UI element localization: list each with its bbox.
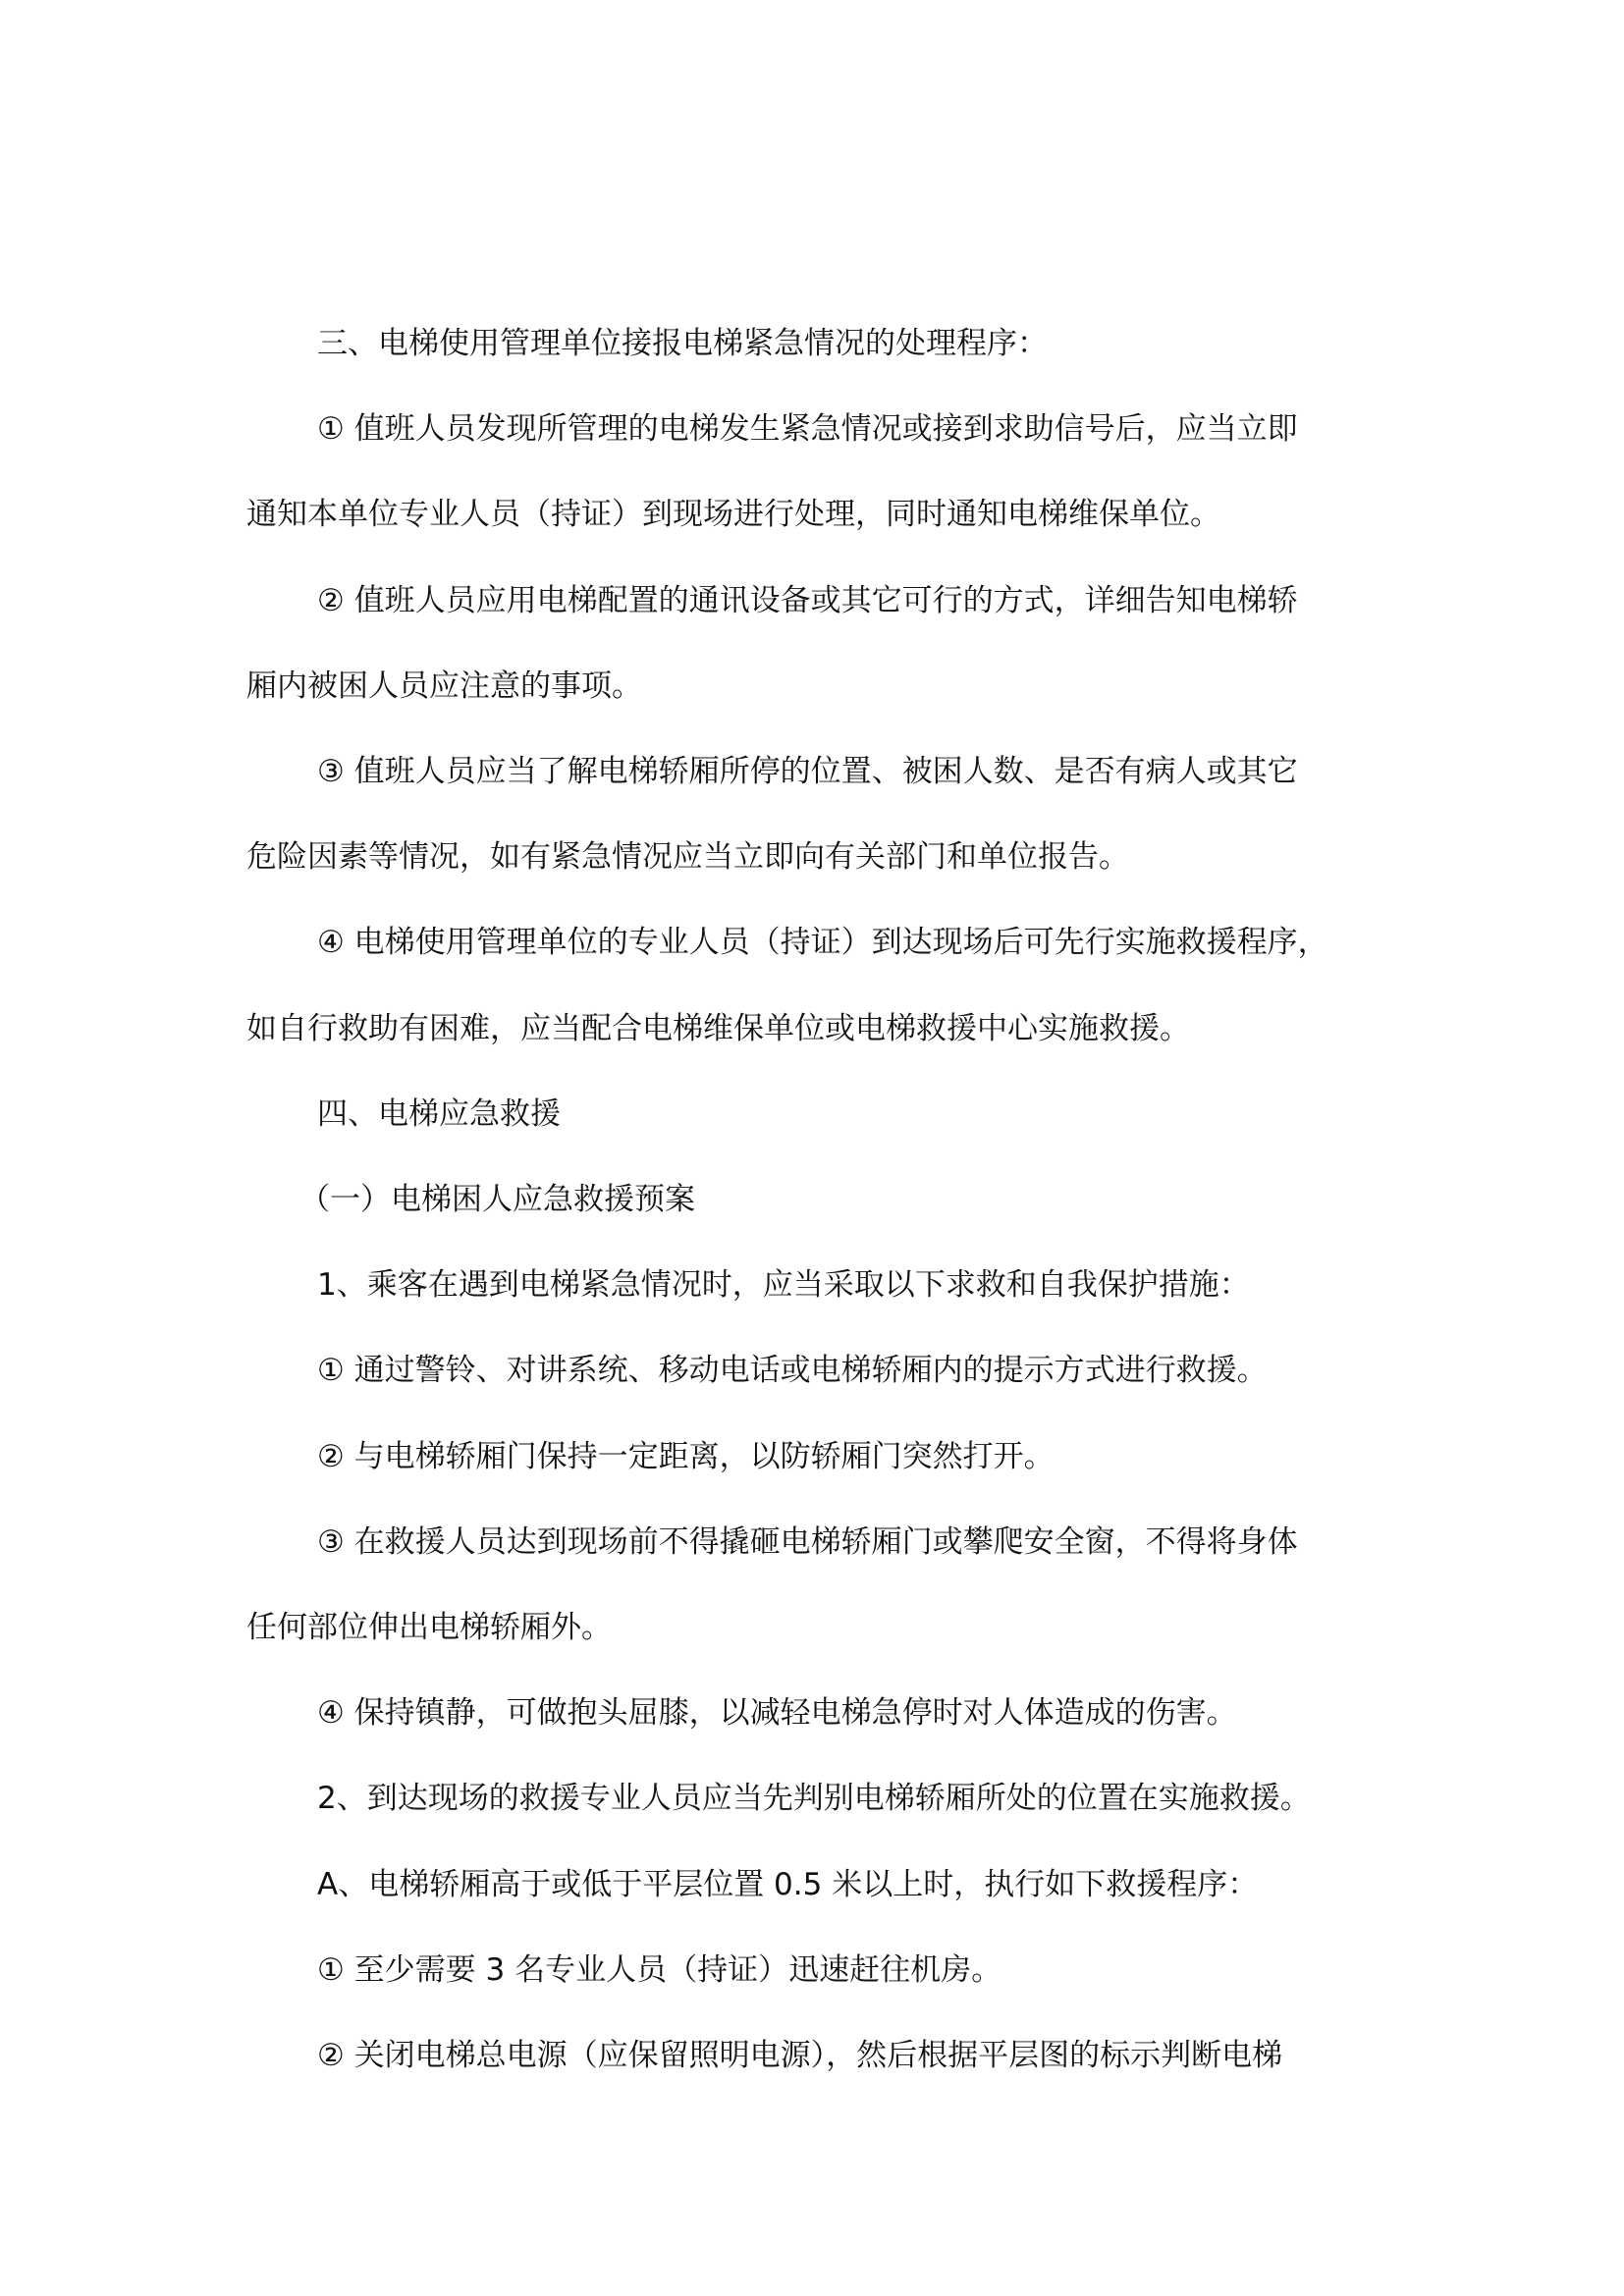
text-line: 危险因素等情况，如有紧急情况应当立即向有关部门和单位报告。 (246, 839, 1129, 876)
text-line: （一）电梯困人应急救援预案 (299, 1182, 695, 1217)
text-line: ① 值班人员发现所管理的电梯发生紧急情况或接到求助信号后，应当立即 (317, 411, 1298, 448)
text-line: ② 关闭电梯总电源（应保留照明电源），然后根据平层图的标示判断电梯 (317, 2038, 1283, 2073)
text-line: 任何部位伸出电梯轿厢外。 (246, 1610, 612, 1645)
text-line: A、电梯轿厢高于或低于平层位置 0.5 米以上时，执行如下救援程序： (317, 1866, 1259, 1902)
text-line: 三、电梯使用管理单位接报电梯紧急情况的处理程序： (317, 326, 1048, 361)
text-line: 通知本单位专业人员（持证）到现场进行处理，同时通知电梯维保单位。 (246, 497, 1220, 533)
text-line: 四、电梯应急救援 (317, 1095, 561, 1132)
text-line: ③ 在救援人员达到现场前不得撬砸电梯轿厢门或攀爬安全窗，不得将身体 (317, 1523, 1298, 1560)
text-line: ① 通过警铃、对讲系统、移动电话或电梯轿厢内的提示方式进行救援。 (317, 1353, 1268, 1389)
text-line: ③ 值班人员应当了解电梯轿厢所停的位置、被困人数、是否有病人或其它 (317, 754, 1298, 789)
text-line: ② 与电梯轿厢门保持一定距离，以防轿厢门突然打开。 (317, 1438, 1055, 1474)
text-line: ④ 电梯使用管理单位的专业人员（持证）到达现场后可先行实施救援程序， (317, 925, 1328, 961)
text-line: 1、乘客在遇到电梯紧急情况时，应当采取以下求救和自我保护措施： (317, 1267, 1250, 1304)
text-line: ② 值班人员应用电梯配置的通讯设备或其它可行的方式，详细告知电梯轿 (317, 582, 1298, 618)
text-line: ④ 保持镇静，可做抱头屈膝，以减轻电梯急停时对人体造成的伤害。 (317, 1695, 1237, 1732)
text-line: ① 至少需要 3 名专业人员（持证）迅速赶往机房。 (317, 1951, 1002, 1988)
text-line: 厢内被困人员应注意的事项。 (246, 667, 642, 704)
text-line: 2、到达现场的救援专业人员应当先判别电梯轿厢所处的位置在实施救援。 (317, 1781, 1311, 1817)
text-line: 如自行救助有困难，应当配合电梯维保单位或电梯救援中心实施救援。 (246, 1010, 1190, 1046)
